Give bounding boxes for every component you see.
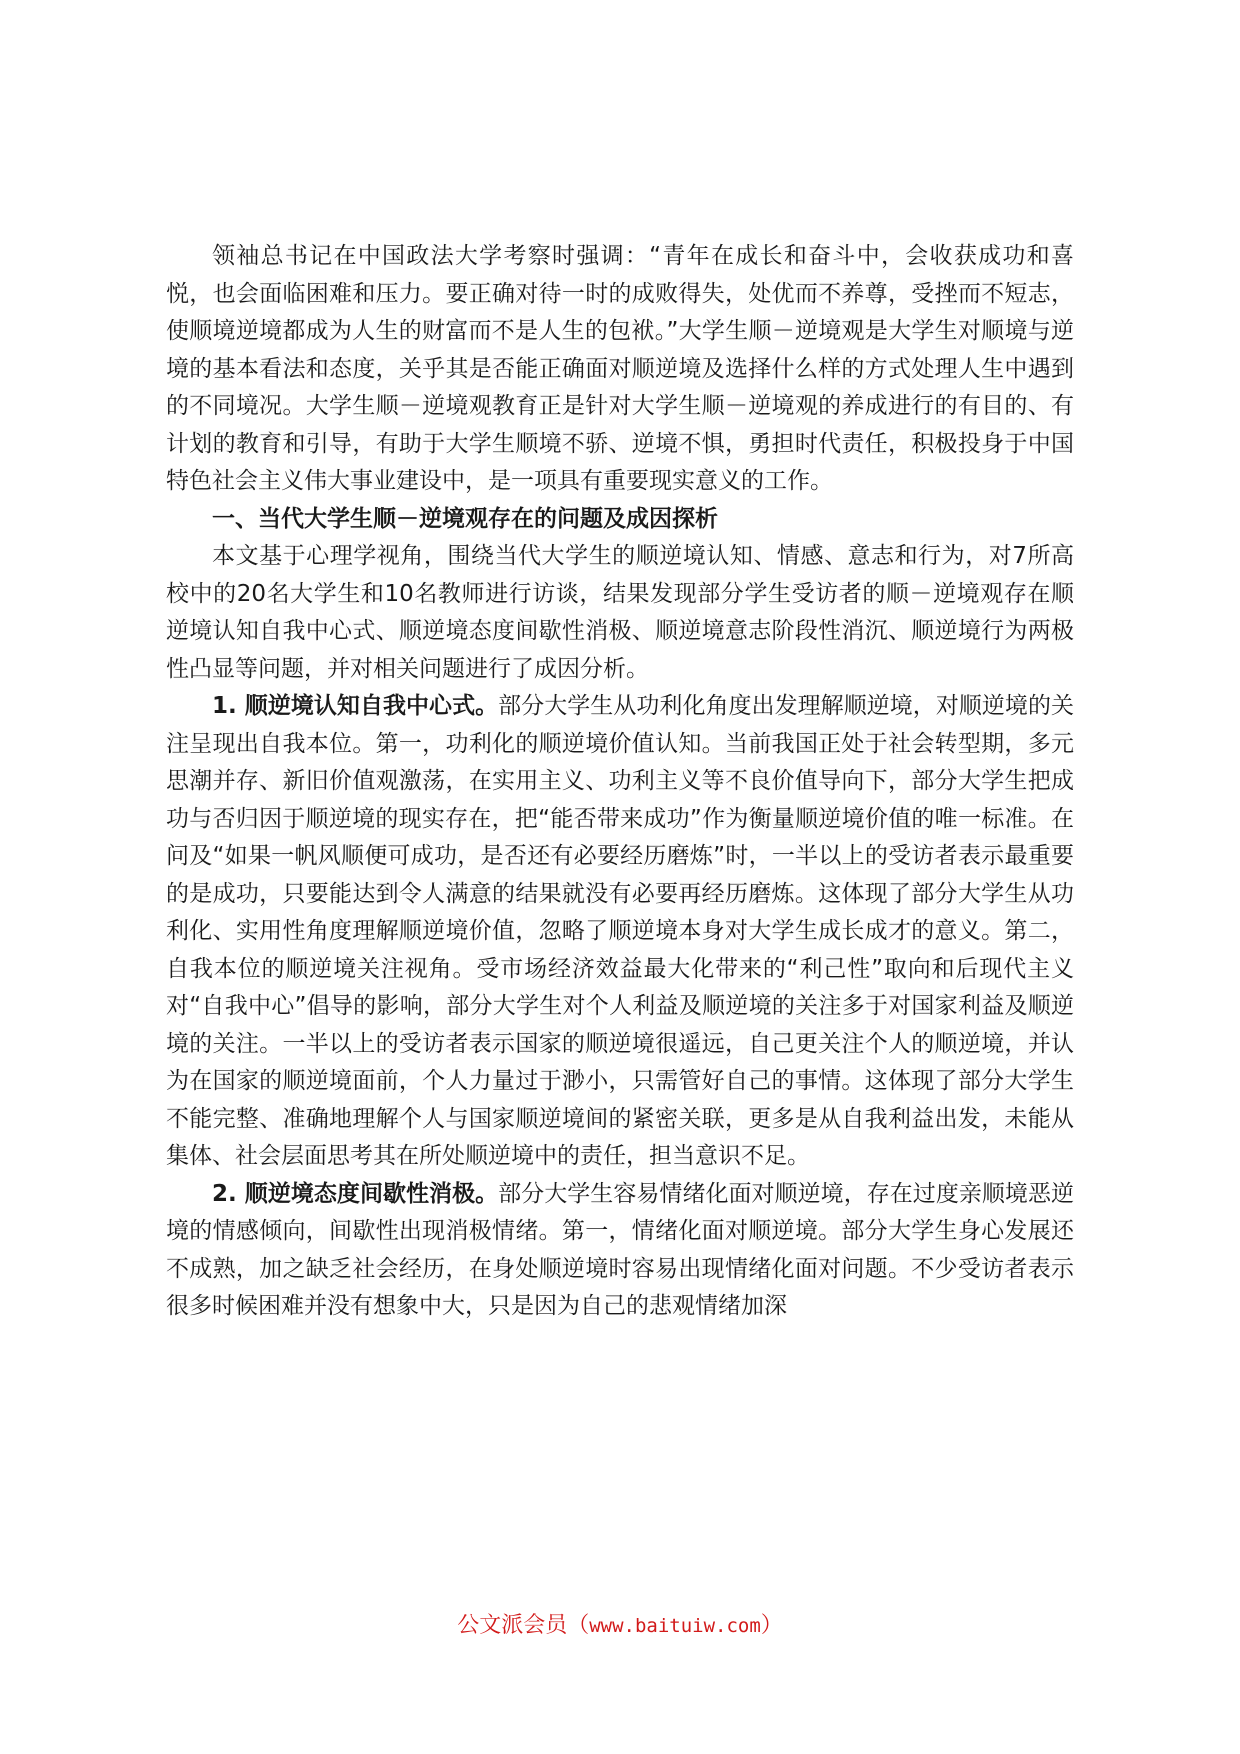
footer-url[interactable]: www.baituiw.com	[589, 1615, 761, 1637]
article-body	[166, 238, 1074, 1326]
paragraph-point-1	[166, 688, 1074, 1176]
paragraph-point-2	[166, 1176, 1074, 1326]
paragraph-text: 领袖总书记在中国政法大学考察时强调：“青年在成长和奋斗中，会收获成功和喜悦，也会面临困难和压力。要正确对待一时的成败得失，处优而不养尊，受挫而不短志，使顺境逆境都成为人生的财富而不是人生的包袱。”大学生顺－逆境观是大学生对顺境与逆境的基本看法和态度，关乎其是否能正确面对顺逆境及选择什么样的方式处理人生中遇到的不同境况。大学生顺－逆境观教育正是针对大学生顺－逆境观的养成进行的有目的、有计划的教育和引导，有助于大学生顺境不骄、逆境不惧，勇担时代责任，积极投身于中国特色社会主义伟大事业建设中，是一项具有重要现实意义的工作。	[166, 243, 1074, 494]
section-heading: 一、当代大学生顺－逆境观存在的问题及成因探析	[212, 505, 718, 532]
paragraph-method	[166, 538, 1074, 688]
paragraph-text: 部分大学生容易情绪化面对顺逆境，存在过度亲顺境恶逆境的情感倾向，间歇性出现消极情绪。第一，情绪化面对顺逆境。部分大学生身心发展还不成熟，加之缺乏社会经历，在身处顺逆境时容易出现情绪化面对问题。不少受访者表示很多时候困难并没有想象中大，只是因为自己的悲观情绪加深	[166, 1180, 1075, 1319]
footer-watermark	[0, 1608, 1240, 1639]
footer-close: ）	[760, 1613, 783, 1638]
point-heading: 1. 顺逆境认知自我中心式。	[212, 693, 499, 719]
point-heading: 2. 顺逆境态度间歇性消极。	[212, 1180, 499, 1207]
paragraph-text: 本文基于心理学视角，围绕当代大学生的顺逆境认知、情感、意志和行为，对7所高校中的20名大学生和10名教师进行访谈，结果发现部分学生受访者的顺－逆境观存在顺逆境认知自我中心式、顺逆境态度间歇性消极、顺逆境意志阶段性消沉、顺逆境行为两极性凸显等问题，并对相关问题进行了成因分析。	[166, 543, 1074, 682]
paragraph-text: 部分大学生从功利化角度出发理解顺逆境，对顺逆境的关注呈现出自我本位。第一，功利化的顺逆境价值认知。当前我国正处于社会转型期，多元思潮并存、新旧价值观激荡，在实用主义、功利主义等不良价值导向下，部分大学生把成功与否归因于顺逆境的现实存在，把“能否带来成功”作为衡量顺逆境价值的唯一标准。在问及“如果一帆风顺便可成功，是否还有必要经历磨炼”时，一半以上的受访者表示最重要的是成功，只要能达到令人满意的结果就没有必要再经历磨炼。这体现了部分大学生从功利化、实用性角度理解顺逆境价值，忽略了顺逆境本身对大学生成长成才的意义。第二，自我本位的顺逆境关注视角。受市场经济效益最大化带来的“利己性”取向和后现代主义对“自我中心”倡导的影响，部分大学生对个人利益及顺逆境的关注多于对国家利益及顺逆境的关注。一半以上的受访者表示国家的顺逆境很遥远，自己更关注个人的顺逆境，并认为在国家的顺逆境面前，个人力量过于渺小，只需管好自己的事情。这体现了部分大学生不能完整、准确地理解个人与国家顺逆境间的紧密关联，更多是从自我利益出发，未能从集体、社会层面思考其在所处顺逆境中的责任，担当意识不足。	[166, 693, 1075, 1169]
paragraph-intro	[166, 238, 1074, 501]
footer-label: 公文派会员（	[457, 1613, 590, 1638]
